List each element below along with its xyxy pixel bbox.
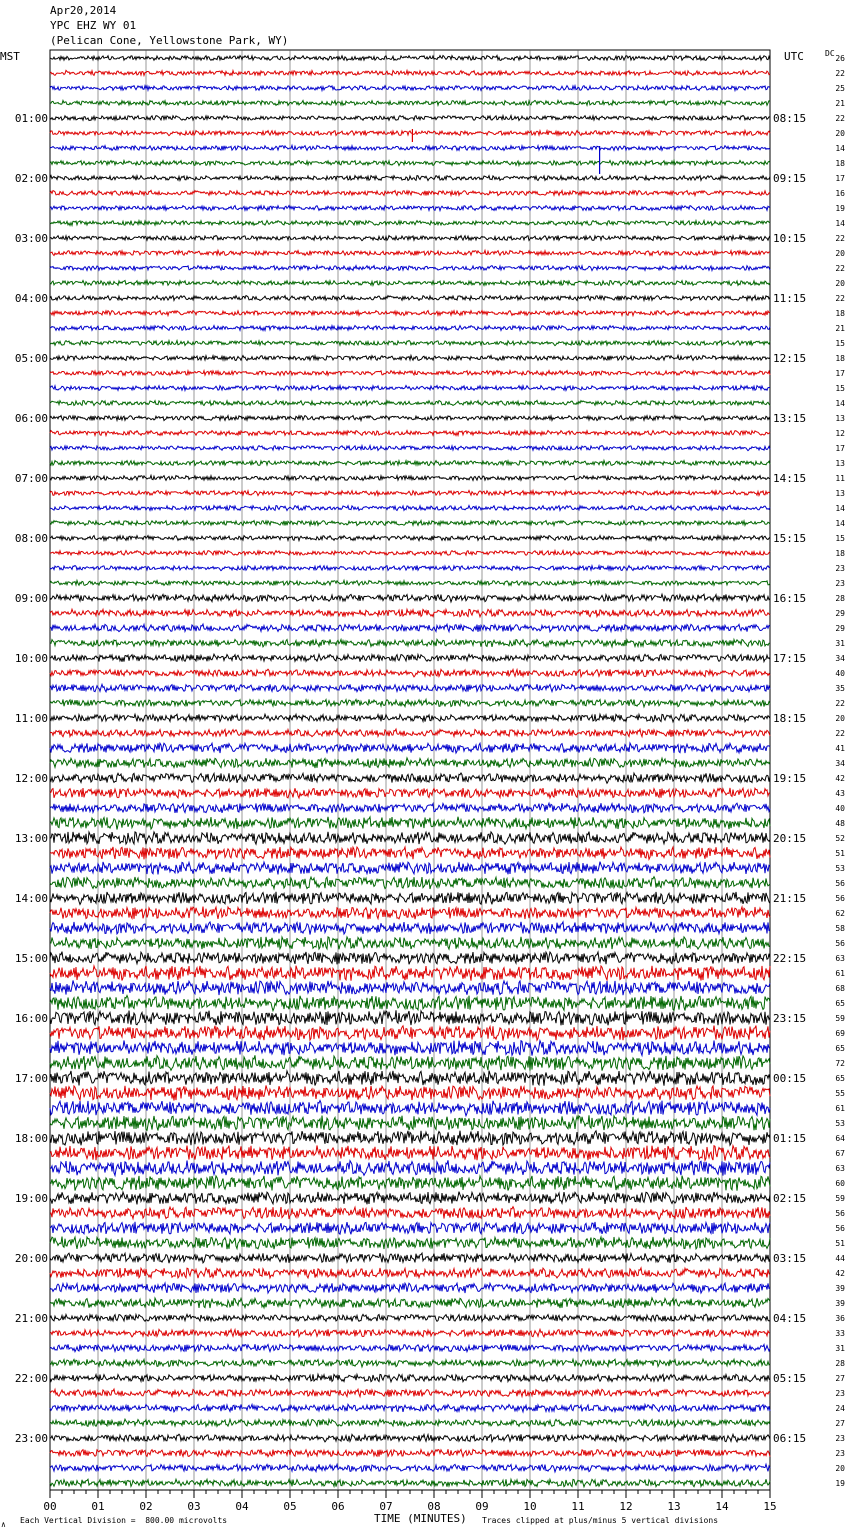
right-hour-label: 20:15 xyxy=(773,832,807,845)
trace-line xyxy=(50,1389,770,1397)
dc-offset-value: 12 xyxy=(835,429,845,438)
trace-line xyxy=(50,1131,770,1146)
dc-offset-value: 22 xyxy=(835,264,845,273)
dc-offset-value: 15 xyxy=(835,339,845,348)
dc-offset-value: 23 xyxy=(835,564,845,573)
dc-offset-value: 19 xyxy=(835,1479,845,1488)
trace-line xyxy=(50,1419,770,1426)
dc-offset-value: 31 xyxy=(835,639,845,648)
dc-offset-value: 29 xyxy=(835,609,845,618)
left-hour-label: 16:00 xyxy=(14,1012,48,1025)
trace-line xyxy=(50,1253,770,1263)
dc-offset-value: 13 xyxy=(835,489,845,498)
trace-line xyxy=(50,1314,770,1321)
trace-line xyxy=(50,221,770,226)
dc-offset-value: 23 xyxy=(835,1389,845,1398)
right-hour-label: 22:15 xyxy=(773,952,807,965)
dc-offset-value: 34 xyxy=(835,759,845,768)
trace-line xyxy=(50,892,770,905)
right-hour-label: 15:15 xyxy=(773,532,807,545)
trace-line xyxy=(50,446,770,451)
dc-offset-value: 52 xyxy=(835,834,845,843)
right-hour-label: 06:15 xyxy=(773,1432,807,1445)
trace-line xyxy=(50,1192,770,1205)
x-tick-label: 12 xyxy=(619,1500,633,1513)
dc-offset-value: 17 xyxy=(835,444,845,453)
dc-offset-value: 56 xyxy=(835,879,845,888)
dc-offset-value: 19 xyxy=(835,204,845,213)
trace-line xyxy=(50,475,770,480)
trace-line xyxy=(50,907,770,920)
dc-offset-value: 16 xyxy=(835,189,845,198)
trace-line xyxy=(50,1222,770,1235)
trace-line xyxy=(50,862,770,875)
right-timezone-label: UTC xyxy=(784,50,804,63)
dc-offset-value: 63 xyxy=(835,1164,845,1173)
dc-offset-value: 31 xyxy=(835,1344,845,1353)
dc-offset-value: 17 xyxy=(835,174,845,183)
trace-line xyxy=(50,609,770,617)
dc-offset-value: 33 xyxy=(835,1329,845,1338)
right-hour-label: 17:15 xyxy=(773,652,807,665)
left-hour-label: 02:00 xyxy=(14,172,48,185)
dc-offset-value: 21 xyxy=(835,324,845,333)
dc-offset-value: 14 xyxy=(835,144,845,153)
left-hour-label: 20:00 xyxy=(14,1252,48,1265)
left-hour-label: 12:00 xyxy=(14,772,48,785)
dc-offset-value: 72 xyxy=(835,1059,845,1068)
dc-offset-value: 26 xyxy=(835,54,845,63)
dc-offset-value: 28 xyxy=(835,1359,845,1368)
dc-offset-value: 64 xyxy=(835,1134,845,1143)
dc-offset-value: 67 xyxy=(835,1149,845,1158)
trace-line xyxy=(50,980,770,995)
left-hour-label: 15:00 xyxy=(14,952,48,965)
trace-line xyxy=(50,386,770,391)
dc-offset-value: 69 xyxy=(835,1029,845,1038)
right-hour-label: 02:15 xyxy=(773,1192,807,1205)
corner-mark-icon: ∧ xyxy=(1,1520,6,1529)
dc-offset-value: 58 xyxy=(835,924,845,933)
trace-line xyxy=(50,832,770,845)
dc-offset-value: 55 xyxy=(835,1089,845,1098)
trace-line xyxy=(50,996,770,1011)
dc-offset-value: 56 xyxy=(835,894,845,903)
right-hour-label: 21:15 xyxy=(773,892,807,905)
dc-offset-value: 15 xyxy=(835,534,845,543)
trace-line xyxy=(50,1115,770,1130)
left-hour-label: 06:00 xyxy=(14,412,48,425)
left-hour-label: 07:00 xyxy=(14,472,48,485)
dc-offset-value: 14 xyxy=(835,504,845,513)
dc-offset-value: 29 xyxy=(835,624,845,633)
trace-line xyxy=(50,1404,770,1412)
trace-line xyxy=(50,729,770,737)
dc-offset-value: 44 xyxy=(835,1254,845,1263)
trace-line xyxy=(50,101,770,106)
trace-line xyxy=(50,817,770,830)
left-hour-label: 03:00 xyxy=(14,232,48,245)
dc-offset-value: 11 xyxy=(835,474,845,483)
dc-offset-value: 56 xyxy=(835,939,845,948)
dc-offset-value: 22 xyxy=(835,114,845,123)
dc-offset-value: 56 xyxy=(835,1224,845,1233)
dc-offset-value: 61 xyxy=(835,969,845,978)
trace-line xyxy=(50,116,770,121)
trace-line xyxy=(50,1344,770,1351)
trace-line xyxy=(50,1374,770,1382)
dc-offset-value: 23 xyxy=(835,1449,845,1458)
dc-offset-value: 20 xyxy=(835,1464,845,1473)
right-hour-label: 04:15 xyxy=(773,1312,807,1325)
dc-offset-value: 18 xyxy=(835,159,845,168)
trace-line xyxy=(50,70,770,75)
left-hour-label: 09:00 xyxy=(14,592,48,605)
left-hour-label: 18:00 xyxy=(14,1132,48,1145)
dc-offset-value: 43 xyxy=(835,789,845,798)
trace-line xyxy=(50,491,770,496)
station-code: YPC EHZ WY 01 xyxy=(50,19,137,32)
station-location: (Pelican Cone, Yellowstone Park, WY) xyxy=(50,34,289,47)
trace-line xyxy=(50,566,770,571)
trace-line xyxy=(50,431,770,436)
trace-line xyxy=(50,1041,770,1056)
left-hour-label: 01:00 xyxy=(14,112,48,125)
left-hour-label: 04:00 xyxy=(14,292,48,305)
dc-offset-value: 18 xyxy=(835,549,845,558)
trace-line xyxy=(50,1434,770,1442)
trace-line xyxy=(50,236,770,241)
dc-offset-value: 20 xyxy=(835,279,845,288)
trace-line xyxy=(50,1329,770,1337)
x-tick-label: 14 xyxy=(715,1500,729,1513)
dc-offset-value: 13 xyxy=(835,459,845,468)
dc-offset-value: 18 xyxy=(835,309,845,318)
trace-line xyxy=(50,639,770,647)
trace-line xyxy=(50,654,770,662)
dc-offset-value: 34 xyxy=(835,654,845,663)
dc-offset-value: 25 xyxy=(835,84,845,93)
trace-line xyxy=(50,580,770,585)
right-hour-label: 16:15 xyxy=(773,592,807,605)
trace-line xyxy=(50,341,770,346)
dc-offset-value: 63 xyxy=(835,954,845,963)
trace-line xyxy=(50,1268,770,1278)
x-tick-label: 08 xyxy=(427,1500,441,1513)
dc-offset-value: 14 xyxy=(835,219,845,228)
right-hour-label: 23:15 xyxy=(773,1012,807,1025)
right-hour-label: 05:15 xyxy=(773,1372,807,1385)
right-hour-label: 03:15 xyxy=(773,1252,807,1265)
dc-offset-value: 65 xyxy=(835,1044,845,1053)
trace-line xyxy=(50,669,770,677)
trace-line xyxy=(50,371,770,376)
trace-line xyxy=(50,461,770,466)
trace-line xyxy=(50,594,770,602)
trace-line xyxy=(50,1449,770,1456)
trace-line xyxy=(50,847,770,859)
dc-offset-value: 23 xyxy=(835,1434,845,1443)
right-hour-label: 12:15 xyxy=(773,352,807,365)
dc-offset-value: 15 xyxy=(835,384,845,393)
dc-offset-value: 14 xyxy=(835,399,845,408)
x-tick-label: 13 xyxy=(667,1500,681,1513)
trace-line xyxy=(50,788,770,798)
trace-line xyxy=(50,400,770,405)
dc-offset-value: 53 xyxy=(835,1119,845,1128)
x-tick-label: 00 xyxy=(43,1500,57,1513)
dc-offset-value: 35 xyxy=(835,684,845,693)
scale-note: Each Vertical Division = 800.00 microvolts xyxy=(20,1516,228,1525)
right-hour-label: 18:15 xyxy=(773,712,807,725)
trace-line xyxy=(50,1071,770,1086)
left-hour-label: 19:00 xyxy=(14,1192,48,1205)
dc-offset-value: 22 xyxy=(835,234,845,243)
right-hour-label: 09:15 xyxy=(773,172,807,185)
trace-line xyxy=(50,86,770,91)
time-axis-label: TIME (MINUTES) xyxy=(374,1512,467,1525)
clip-note: Traces clipped at plus/minus 5 vertical divisions xyxy=(482,1516,719,1525)
x-tick-label: 02 xyxy=(139,1500,153,1513)
trace-line xyxy=(50,416,770,421)
trace-line xyxy=(50,266,770,271)
trace-line xyxy=(50,311,770,316)
x-tick-label: 03 xyxy=(187,1500,201,1513)
left-hour-label: 17:00 xyxy=(14,1072,48,1085)
dc-offset-value: 27 xyxy=(835,1419,845,1428)
left-hour-label: 23:00 xyxy=(14,1432,48,1445)
left-timezone-label: MST xyxy=(0,50,20,63)
x-tick-label: 11 xyxy=(571,1500,585,1513)
trace-line xyxy=(50,551,770,556)
trace-line xyxy=(50,1010,770,1025)
left-hour-label: 21:00 xyxy=(14,1312,48,1325)
dc-offset-value: 28 xyxy=(835,594,845,603)
trace-line xyxy=(50,937,770,950)
dc-offset-value: 21 xyxy=(835,99,845,108)
right-hour-label: 10:15 xyxy=(773,232,807,245)
trace-line xyxy=(50,1101,770,1116)
dc-offset-value: 39 xyxy=(835,1299,845,1308)
dc-offset-value: 13 xyxy=(835,414,845,423)
trace-line xyxy=(50,1176,770,1191)
trace-line xyxy=(50,176,770,181)
trace-line xyxy=(50,281,770,286)
dc-offset-value: 22 xyxy=(835,294,845,303)
dc-offset-value: 24 xyxy=(835,1404,845,1413)
dc-offset-value: 20 xyxy=(835,714,845,723)
dc-offset-value: 41 xyxy=(835,744,845,753)
x-tick-label: 04 xyxy=(235,1500,249,1513)
dc-offset-value: 23 xyxy=(835,579,845,588)
right-hour-label: 11:15 xyxy=(773,292,807,305)
right-hour-label: 01:15 xyxy=(773,1132,807,1145)
trace-line xyxy=(50,295,770,300)
dc-offset-value: 20 xyxy=(835,129,845,138)
trace-line xyxy=(50,161,770,166)
x-tick-label: 15 xyxy=(763,1500,777,1513)
left-hour-label: 13:00 xyxy=(14,832,48,845)
trace-line xyxy=(50,758,770,768)
trace-line xyxy=(50,743,770,753)
trace-line xyxy=(50,536,770,541)
dc-offset-value: 42 xyxy=(835,774,845,783)
dc-offset-value: 51 xyxy=(835,1239,845,1248)
trace-line xyxy=(50,773,770,783)
dc-offset-value: 39 xyxy=(835,1284,845,1293)
dc-offset-value: 20 xyxy=(835,249,845,258)
trace-line xyxy=(50,684,770,692)
trace-line xyxy=(50,803,770,813)
trace-line xyxy=(50,145,770,150)
dc-offset-value: 17 xyxy=(835,369,845,378)
dc-offset-value: 59 xyxy=(835,1194,845,1203)
left-hour-label: 05:00 xyxy=(14,352,48,365)
dc-offset-value: 22 xyxy=(835,729,845,738)
dc-offset-value: 68 xyxy=(835,984,845,993)
trace-line xyxy=(50,952,770,965)
dc-offset-value: 51 xyxy=(835,849,845,858)
dc-offset-value: 27 xyxy=(835,1374,845,1383)
trace-line xyxy=(50,1026,770,1041)
x-tick-label: 10 xyxy=(523,1500,537,1513)
dc-offset-value: 48 xyxy=(835,819,845,828)
trace-line xyxy=(50,1479,770,1487)
trace-line xyxy=(50,966,770,981)
trace-line xyxy=(50,1207,770,1220)
right-hour-label: 13:15 xyxy=(773,412,807,425)
trace-line xyxy=(50,1160,770,1175)
x-tick-label: 09 xyxy=(475,1500,489,1513)
dc-offset-value: 56 xyxy=(835,1209,845,1218)
trace-line xyxy=(50,250,770,255)
left-hour-label: 08:00 xyxy=(14,532,48,545)
x-tick-label: 01 xyxy=(91,1500,105,1513)
dc-offset-value: 36 xyxy=(835,1314,845,1323)
trace-line xyxy=(50,624,770,632)
dc-offset-value: 14 xyxy=(835,519,845,528)
dc-offset-value: 18 xyxy=(835,354,845,363)
dc-offset-value: 65 xyxy=(835,999,845,1008)
dc-offset-value: 65 xyxy=(835,1074,845,1083)
dc-offset-value: 60 xyxy=(835,1179,845,1188)
dc-offset-value: 61 xyxy=(835,1104,845,1113)
trace-line xyxy=(50,714,770,722)
dc-offset-value: 40 xyxy=(835,669,845,678)
trace-line xyxy=(50,922,770,935)
trace-line xyxy=(50,1146,770,1161)
right-hour-label: 00:15 xyxy=(773,1072,807,1085)
dc-offset-value: 62 xyxy=(835,909,845,918)
trace-line xyxy=(50,521,770,526)
x-tick-label: 05 xyxy=(283,1500,297,1513)
plot-date: Apr20,2014 xyxy=(50,4,117,17)
dc-offset-value: 42 xyxy=(835,1269,845,1278)
x-tick-label: 07 xyxy=(379,1500,393,1513)
left-hour-label: 22:00 xyxy=(14,1372,48,1385)
trace-line xyxy=(50,131,770,136)
trace-line xyxy=(50,699,770,707)
trace-line xyxy=(50,877,770,889)
left-hour-label: 11:00 xyxy=(14,712,48,725)
trace-line xyxy=(50,1085,770,1100)
dc-offset-value: 22 xyxy=(835,69,845,78)
trace-line xyxy=(50,1298,770,1308)
trace-line xyxy=(50,326,770,331)
right-hour-label: 14:15 xyxy=(773,472,807,485)
dc-offset-value: 22 xyxy=(835,699,845,708)
trace-line xyxy=(50,355,770,360)
right-hour-label: 19:15 xyxy=(773,772,807,785)
trace-line xyxy=(50,1359,770,1367)
right-hour-label: 08:15 xyxy=(773,112,807,125)
trace-line xyxy=(50,190,770,195)
dc-label: DC xyxy=(825,49,835,58)
trace-line xyxy=(50,505,770,510)
trace-line xyxy=(50,1237,770,1250)
left-hour-label: 14:00 xyxy=(14,892,48,905)
trace-line xyxy=(50,1055,770,1070)
left-hour-label: 10:00 xyxy=(14,652,48,665)
x-tick-label: 06 xyxy=(331,1500,345,1513)
trace-line xyxy=(50,1464,770,1472)
trace-line xyxy=(50,1283,770,1293)
dc-offset-value: 53 xyxy=(835,864,845,873)
trace-line xyxy=(50,56,770,61)
dc-offset-value: 40 xyxy=(835,804,845,813)
trace-line xyxy=(50,206,770,211)
dc-offset-value: 59 xyxy=(835,1014,845,1023)
